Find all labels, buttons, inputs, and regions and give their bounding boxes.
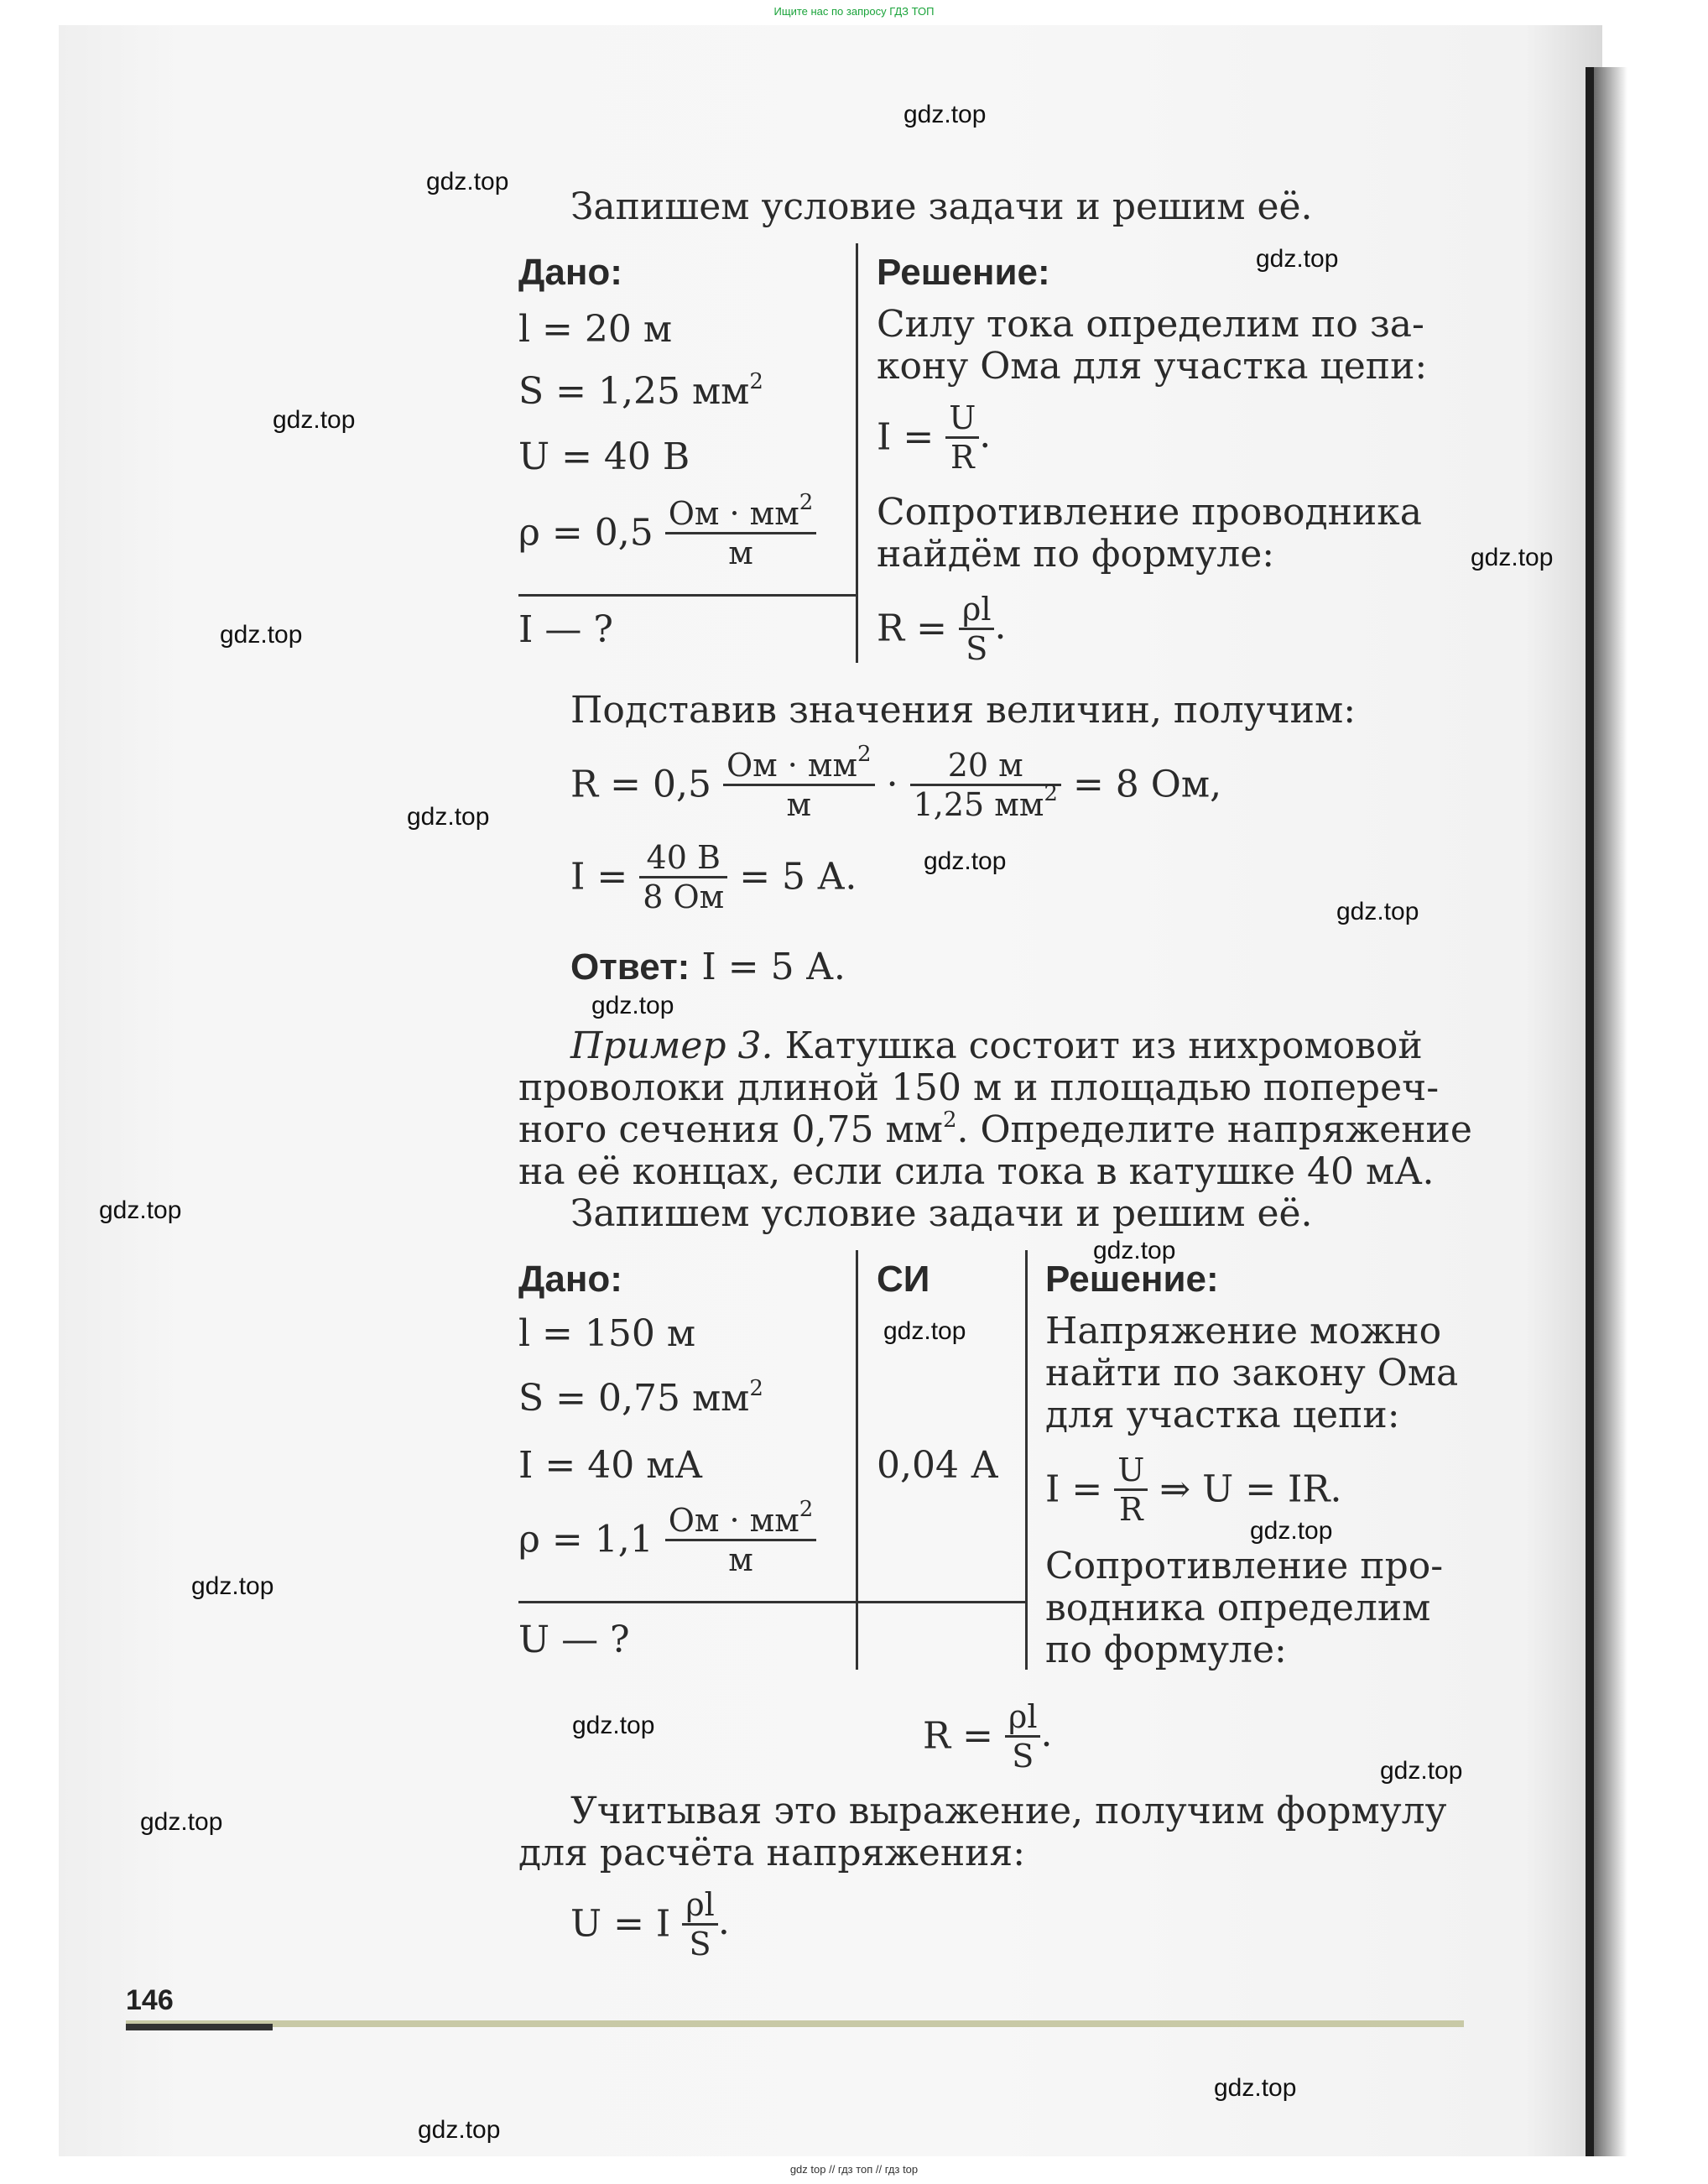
watermark: gdz.top — [1256, 245, 1339, 273]
formula-ohm-2: I = $\frac{U}{R}$ ⇒ U = IR. — [1045, 1452, 1342, 1528]
example3-line1: Пример 3. Катушка состоит из нихромовой — [570, 1024, 1423, 1067]
solution2-text-5: водника определим — [1045, 1587, 1431, 1629]
watermark: gdz.top — [418, 2116, 501, 2144]
watermark: gdz.top — [924, 847, 1007, 875]
text-conclusion-1: Учитывая это выражение, получим формулу — [570, 1790, 1447, 1832]
book-spine-gradient — [1594, 67, 1627, 2156]
given-rho: ρ = 0,5 $\frac{Ом \cdot мм^2}{м}$ — [518, 495, 816, 571]
si-label: СИ — [877, 1259, 930, 1300]
answer: Ответ: I = 5 А. — [570, 946, 846, 988]
solution-label-2: Решение: — [1045, 1259, 1219, 1300]
watermark: gdz.top — [407, 803, 490, 831]
solution-text-4: найдём по формуле: — [877, 533, 1275, 576]
given-rule — [518, 594, 858, 597]
solution2-text-6: по формуле: — [1045, 1629, 1287, 1671]
given-solution-divider — [856, 243, 858, 663]
watermark: gdz.top — [572, 1712, 655, 1739]
intro-line: Запишем условие задачи и решим её. — [570, 185, 1313, 228]
top-banner: Ищите нас по запросу ГДЗ ТОП — [773, 5, 935, 18]
given-U: U = 40 В — [518, 435, 690, 478]
watermark: gdz.top — [1214, 2074, 1297, 2102]
watermark: gdz.top — [883, 1317, 966, 1345]
given2-find-U: U — ? — [518, 1618, 630, 1661]
solution2-text-1: Напряжение можно — [1045, 1310, 1442, 1353]
given-label: Дано: — [518, 252, 622, 293]
si-solution-divider — [1025, 1250, 1028, 1670]
watermark: gdz.top — [1380, 1757, 1463, 1785]
given2-S: S = 0,75 $мм^2$ — [518, 1376, 763, 1420]
si-current: 0,04 А — [877, 1444, 999, 1487]
text-conclusion-2: для расчёта напряжения: — [518, 1832, 1026, 1874]
watermark: gdz.top — [1093, 1237, 1176, 1264]
solution-label: Решение: — [877, 252, 1050, 293]
solution-text-3: Сопротивление проводника — [877, 491, 1422, 534]
solution2-text-4: Сопротивление про- — [1045, 1545, 1444, 1587]
formula-ohm: I = $\frac{U}{R}$ . — [877, 399, 992, 476]
calc-resistance: R = 0,5 $\frac{Ом \cdot мм^2}{м}$ · $\frac{20 м}{1,25 мм^2}$ = 8 Ом, — [570, 742, 1222, 823]
watermark: gdz.top — [140, 1808, 223, 1836]
watermark: gdz.top — [191, 1572, 274, 1600]
given-label-2: Дано: — [518, 1259, 622, 1300]
solution-text-2: кону Ома для участка цепи: — [877, 345, 1428, 388]
example3-line2: проволоки длиной 150 м и площадью попереч- — [518, 1066, 1440, 1109]
given2-rule — [518, 1601, 1026, 1603]
watermark: gdz.top — [273, 406, 356, 434]
bottom-banner: gdz top // гдз топ // гдз top — [789, 2163, 919, 2176]
formula-voltage: U = I $\frac{\rho l}{S}$ . — [570, 1886, 730, 1962]
given-l: l = 20 м — [518, 308, 673, 351]
formula-resistance: R = $\frac{\rho l}{S}$ . — [877, 591, 1007, 667]
solution-text-1: Силу тока определим по за- — [877, 303, 1424, 346]
watermark: gdz.top — [903, 101, 987, 128]
watermark: gdz.top — [591, 992, 674, 1019]
given-find-I: I — ? — [518, 608, 613, 651]
given2-l: l = 150 м — [518, 1312, 696, 1355]
given2-I: I = 40 мА — [518, 1444, 703, 1487]
example3-line5: Запишем условие задачи и решим её. — [570, 1192, 1313, 1235]
example3-line4: на её концах, если сила тока в катушке 40 мА. — [518, 1150, 1435, 1193]
solution2-text-3: для участка цепи: — [1045, 1394, 1400, 1436]
watermark: gdz.top — [220, 621, 303, 649]
calc-current: I = $\frac{40 В}{8 Ом}$ = 5 А. — [570, 839, 857, 915]
given-S: S = 1,25 $мм^2$ — [518, 369, 763, 413]
book-spine-shadow — [1586, 67, 1594, 2156]
formula-resistance-2: R = $\frac{\rho l}{S}$ . — [923, 1698, 1053, 1775]
page-number: 146 — [126, 1984, 174, 2016]
footer-rule — [126, 2020, 1464, 2027]
watermark: gdz.top — [1336, 898, 1419, 925]
solution2-text-2: найти по закону Ома — [1045, 1352, 1459, 1394]
watermark: gdz.top — [426, 168, 509, 195]
given2-rho: ρ = 1,1 $\frac{Ом \cdot мм^2}{м}$ — [518, 1502, 816, 1578]
watermark: gdz.top — [1250, 1517, 1333, 1545]
watermark: gdz.top — [99, 1196, 182, 1224]
given-si-divider — [856, 1250, 858, 1670]
substitution-text: Подставив значения величин, получим: — [570, 689, 1357, 732]
watermark: gdz.top — [1471, 544, 1554, 571]
example3-line3: ного сечения 0,75 $мм^2$. Определите напряжение — [518, 1108, 1472, 1151]
footer-rule-accent — [126, 2024, 273, 2030]
